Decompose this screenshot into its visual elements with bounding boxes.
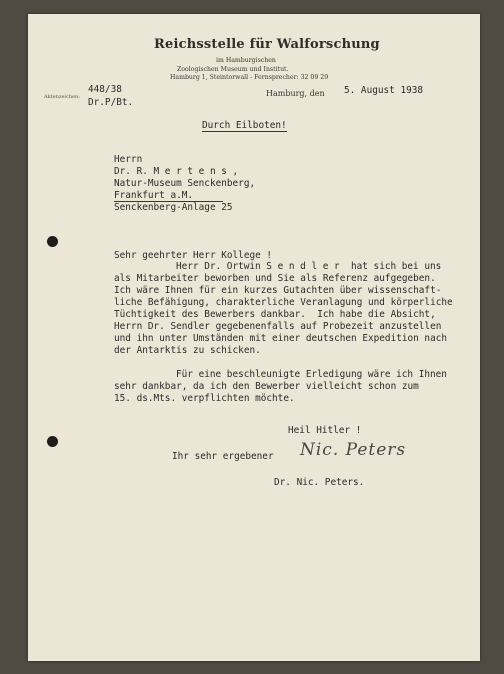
recipient-name: Dr. R. M e r t e n s , bbox=[114, 166, 239, 177]
paragraph-1-line-4: liche Befähigung, charakterliche Veranlagung und körperliche bbox=[114, 297, 453, 308]
reference-number: 448/38 bbox=[88, 84, 122, 95]
greeting: Sehr geehrter Herr Kollege ! bbox=[114, 250, 273, 261]
signature-text: Nic. Peters bbox=[300, 440, 407, 460]
delivery-note: Durch Eilboten! bbox=[202, 120, 287, 131]
paragraph-2-line-2: sehr dankbar, da ich den Bewerber vielleicht schon zum bbox=[114, 381, 419, 392]
paragraph-2-line-1: Für eine beschleunigte Erledigung wäre ich Ihnen bbox=[176, 369, 447, 380]
recipient-institution: Natur-Museum Senckenberg, bbox=[114, 178, 256, 189]
punch-hole-top bbox=[47, 236, 58, 247]
handwritten-signature bbox=[300, 440, 406, 460]
paragraph-2-line-3: 15. ds.Mts. verpflichten möchte. bbox=[114, 393, 295, 404]
closing-regards: Ihr sehr ergebener bbox=[172, 451, 274, 462]
recipient-city: Frankfurt a.M. bbox=[114, 190, 223, 202]
paragraph-1-line-6: Herrn Dr. Sendler gegebenenfalls auf Probezeit anzustellen bbox=[114, 321, 442, 332]
paragraph-1-line-5: Tüchtigkeit des Bewerbers dankbar. Ich habe die Absicht, bbox=[114, 309, 436, 320]
reference-initials: Dr.P/Bt. bbox=[88, 97, 134, 108]
letterhead-line1: im Hamburgischen bbox=[216, 57, 276, 64]
punch-hole-bottom bbox=[47, 436, 58, 447]
recipient-salutation: Herrn bbox=[114, 154, 143, 165]
recipient-street: Senckenberg-Anlage 25 bbox=[114, 202, 233, 213]
reference-label: Aktenzeichen: bbox=[44, 94, 80, 100]
letterhead-line3: Hamburg 1, Steintorwall - Fernsprecher: 32 09 29 bbox=[170, 74, 329, 81]
place-label: Hamburg, den bbox=[266, 89, 325, 98]
paragraph-1-line-2: als Mitarbeiter beworben und Sie als Referenz aufgegeben. bbox=[114, 273, 436, 284]
paragraph-1-line-1: Herr Dr. Ortwin S e n d l e r hat sich bei uns bbox=[176, 261, 442, 272]
paragraph-1-line-7: und ihn unter Umständen mit einer deutschen Expedition nach bbox=[114, 333, 448, 344]
closing-heil: Heil Hitler ! bbox=[288, 425, 362, 436]
paragraph-1-line-8: der Antarktis zu schicken. bbox=[114, 345, 261, 356]
signer-name: Dr. Nic. Peters. bbox=[274, 477, 365, 488]
letter-date: 5. August 1938 bbox=[344, 85, 424, 96]
letterhead-title: Reichsstelle für Walforschung bbox=[154, 37, 380, 52]
paragraph-1-line-3: Ich wäre Ihnen für ein kurzes Gutachten über wissenschaft- bbox=[114, 285, 442, 296]
letterhead-line2: Zoologischen Museum und Institut. bbox=[177, 66, 289, 73]
letter-page bbox=[28, 14, 480, 661]
